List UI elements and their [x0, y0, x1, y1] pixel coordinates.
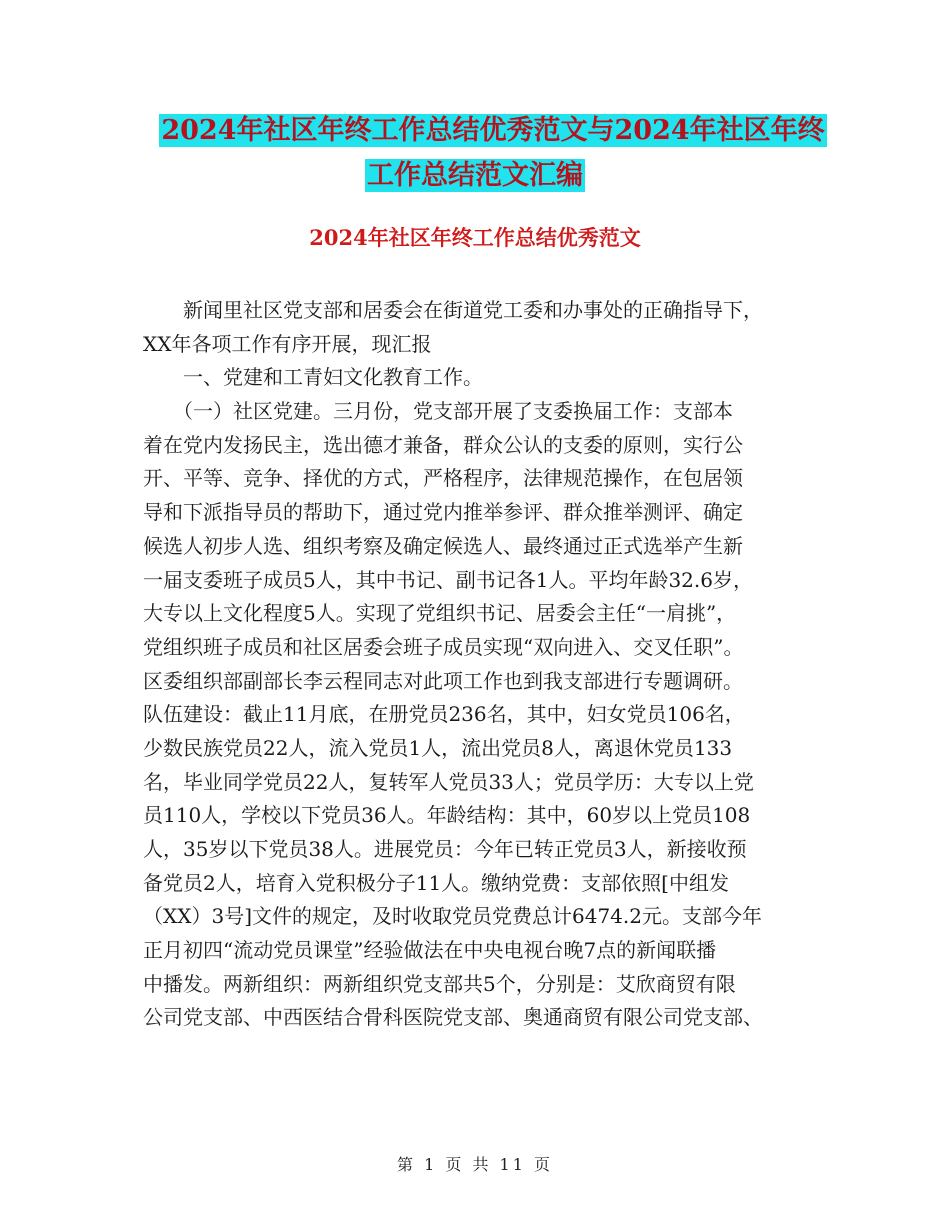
- paragraph-line: 候选人初步人选、组织考察及确定候选人、最终通过正式选举产生新: [143, 533, 743, 558]
- paragraph-line: 一届支委班子成员5人，其中书记、副书记各1人。平均年龄32.6岁，: [143, 567, 753, 592]
- paragraph-line: （XX）3号]文件的规定，及时收取党员党费总计6474.2元。支部今年: [143, 904, 762, 929]
- paragraph-line: 新闻里社区党支部和居委会在街道党工委和办事处的正确指导下，: [183, 298, 763, 322]
- paragraph-line: 党组织班子成员和社区居委会班子成员实现“双向进入、交叉任职”。: [143, 634, 744, 659]
- paragraph-line: （一）社区党建。三月份，党支部开展了支委换届工作：支部本: [173, 399, 733, 424]
- paragraph-line: 正月初四“流动党员课堂”经验做法在中央电视台晚7点的新闻联播: [143, 938, 717, 963]
- paragraph-line: XX年各项工作有序开展，现汇报: [143, 331, 432, 356]
- title-highlight-1: 2024年社区年终工作总结优秀范文与2024年社区年终: [161, 115, 825, 146]
- body-text: [143, 294, 813, 1035]
- paragraph-line: 大专以上文化程度5人。实现了党组织书记、居委会主任“一肩挑”，: [143, 601, 737, 626]
- title-highlight-2: 工作总结范文汇编: [367, 160, 583, 191]
- section-title: 2024年社区年终工作总结优秀范文: [309, 225, 641, 250]
- paragraph-line: 公司党支部、中西医结合骨科医院党支部、奥通商贸有限公司党支部、: [143, 1005, 763, 1030]
- paragraph-line: 人，35岁以下党员38人。进展党员：今年已转正党员3人，新接收预: [143, 837, 747, 861]
- paragraph-line: 员110人，学校以下党员36人。年龄结构：其中，60岁以上党员108: [143, 803, 751, 828]
- page-number-footer: 第 1 页 共 11 页: [397, 1155, 553, 1174]
- paragraph-line: 队伍建设：截止11月底，在册党员236名，其中，妇女党员106名，: [143, 702, 745, 727]
- paragraph-line: 导和下派指导员的帮助下，通过党内推举参评、群众推举测评、确定: [143, 500, 743, 525]
- paragraph-line: 中播发。两新组织：两新组织党支部共5个，分别是：艾欣商贸有限: [143, 971, 736, 996]
- paragraph-line: 开、平等、竞争、择优的方式，严格程序，法律规范操作，在包居领: [143, 466, 743, 491]
- paragraph-line: 区委组织部副部长李云程同志对此项工作也到我支部进行专题调研。: [143, 668, 743, 693]
- paragraph-line: 少数民族党员22人，流入党员1人，流出党员8人，离退休党员133: [143, 735, 733, 760]
- paragraph-line: 着在党内发扬民主，选出德才兼备，群众公认的支委的原则，实行公: [143, 432, 743, 457]
- document-title-line-1: [18, 111, 950, 151]
- paragraph-line: 一、党建和工青妇文化教育工作。: [183, 365, 483, 390]
- paragraph-line: 名，毕业同学党员22人，复转军人党员33人；党员学历：大专以上党: [143, 769, 754, 794]
- paragraph-line: 备党员2人，培育入党积极分子11人。缴纳党费：支部依照[中组发: [143, 870, 729, 895]
- document-title-line-2: [0, 156, 950, 196]
